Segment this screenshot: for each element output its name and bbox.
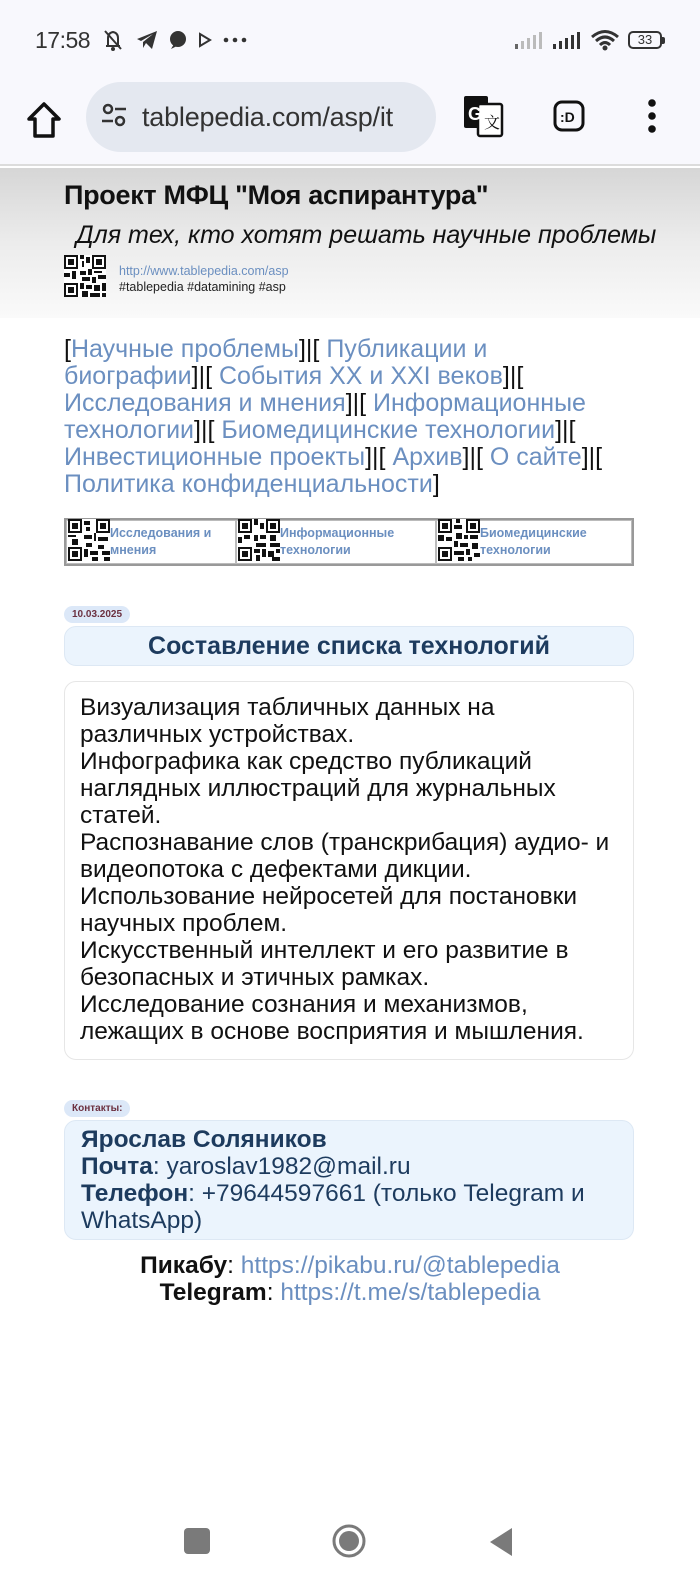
nav-link-privacy[interactable]: Политика конфиденциальности <box>64 470 433 498</box>
qr-link-label[interactable]: Биомедицинские технологии <box>480 526 587 557</box>
telegram-row: Telegram: https://t.me/s/tablepedia <box>159 1279 541 1306</box>
article-item: Искусственный интеллект и его развитие в безопасных и этичных рамках. <box>80 937 569 991</box>
article-body <box>64 681 634 1060</box>
contacts-badge: Контакты: <box>64 1100 130 1117</box>
translate-icon[interactable] <box>462 94 504 138</box>
qr-code-icon <box>238 519 280 566</box>
site-meta <box>64 255 700 302</box>
qr-link-it[interactable] <box>236 520 436 564</box>
back-button-icon[interactable] <box>489 1527 513 1557</box>
menu-icon[interactable] <box>645 98 659 134</box>
social-links <box>0 1252 700 1306</box>
contact-name: Ярослав Соляников <box>81 1126 327 1153</box>
qr-link-label[interactable]: Информационные технологии <box>280 526 395 557</box>
home-icon[interactable] <box>22 98 66 142</box>
svg-text:G: G <box>468 104 483 124</box>
qr-link-research[interactable] <box>66 520 236 564</box>
qr-links-table <box>64 518 634 566</box>
more-dots-icon <box>222 36 248 44</box>
contact-email[interactable]: yaroslav1982@mail.ru <box>166 1153 411 1180</box>
nav-link-biomed[interactable]: Биомедицинские технологии <box>221 416 556 444</box>
battery-indicator: 33 <box>628 31 662 49</box>
status-time: 17:58 <box>35 26 91 53</box>
telegram-icon <box>136 30 158 50</box>
phone-label: Телефон <box>81 1180 189 1207</box>
url-bar[interactable] <box>86 82 436 152</box>
nav-link-investment[interactable]: Инвестиционные проекты <box>64 443 366 471</box>
dex-icon[interactable] <box>553 100 585 132</box>
article-item: Исследование сознания и механизмов, лежащих в основе восприятия и мышления. <box>80 991 584 1045</box>
nav-link-research[interactable]: Исследования и мнения <box>64 389 346 417</box>
signal-icon <box>552 30 582 50</box>
article-item: Инфографика как средство публикаций наглядных иллюстраций для журнальных статей. <box>80 748 556 829</box>
email-label: Почта <box>81 1153 153 1180</box>
recents-button-icon[interactable] <box>184 1528 210 1554</box>
wifi-icon <box>590 29 620 51</box>
browser-toolbar <box>0 80 700 166</box>
pikabu-label: Пикабу <box>140 1252 228 1279</box>
signal-weak-icon <box>514 30 544 50</box>
qr-code-icon <box>438 519 480 566</box>
url-text[interactable]: tablepedia.com/asp/it <box>142 101 393 132</box>
contact-email-row: Почта: yaroslav1982@mail.ru <box>81 1153 411 1180</box>
article-item: Распознавание слов (транскрибация) аудио- и видеопотока с дефектами дикции. <box>80 829 610 883</box>
contact-phone-row: Телефон: +79644597661 (только Telegram и WhatsApp) <box>81 1180 585 1234</box>
pikabu-row: Пикабу: https://pikabu.ru/@tablepedia <box>140 1252 560 1279</box>
nav-link-events[interactable]: События XX и XXI веков <box>218 362 503 390</box>
site-settings-icon[interactable] <box>100 101 128 134</box>
telegram-link[interactable]: https://t.me/s/tablepedia <box>280 1279 541 1306</box>
muted-bell-icon <box>100 28 126 52</box>
main-nav: [Научные проблемы]|[ Публикации и биографии]|[ События XX и XXI веков]|[ Исследования и мнения]|[ Информационные технологии]|[ Биомедицинские технологии]|[ Инвестиционные проекты]|[ Архив]|[ О сайте]|[ Политика конфиденциальности] <box>64 335 603 498</box>
nav-link-about[interactable]: О сайте <box>489 443 582 471</box>
qr-code-icon <box>68 519 110 566</box>
chat-bubble-icon <box>168 30 188 50</box>
contacts-badge-wrap <box>0 1060 700 1117</box>
site-header <box>0 168 700 318</box>
play-icon <box>198 32 212 48</box>
nav-link-publications[interactable]: Публикации и биографии <box>64 335 488 390</box>
qr-link-label[interactable]: Исследования и мнения <box>110 526 212 557</box>
nav-link-archive[interactable]: Архив <box>392 443 463 471</box>
qr-link-biomed[interactable] <box>436 520 632 564</box>
site-tags: #tablepedia #datamining #asp <box>119 279 286 294</box>
telegram-label: Telegram <box>159 1279 267 1306</box>
site-title: Проект МФЦ "Моя аспирантура" <box>64 180 489 210</box>
svg-text:文: 文 <box>484 115 501 132</box>
status-bar <box>0 0 700 80</box>
system-nav-bar <box>0 1490 700 1594</box>
contact-phone: +79644597661 (только Telegram и WhatsApp) <box>81 1180 585 1234</box>
site-subtitle: Для тех, кто хотят решать научные проблемы <box>76 221 657 249</box>
article-date-badge: 10.03.2025 <box>64 606 130 623</box>
site-url-link[interactable]: http://www.tablepedia.com/asp <box>119 263 289 278</box>
page-content <box>0 168 700 1306</box>
pikabu-link[interactable]: https://pikabu.ru/@tablepedia <box>240 1252 560 1279</box>
svg-text::D: :D <box>560 109 575 125</box>
article-item: Визуализация табличных данных на различных устройствах. <box>80 694 495 748</box>
contacts-box <box>64 1120 634 1240</box>
home-button-icon[interactable] <box>332 1524 366 1558</box>
nav-link-it[interactable]: Информационные технологии <box>64 389 586 444</box>
article-item: Использование нейросетей для постановки научных проблем. <box>80 883 578 937</box>
qr-code-icon <box>64 255 119 302</box>
article-date-wrap <box>0 566 700 623</box>
nav-link-scientific-problems[interactable]: Научные проблемы <box>70 335 299 363</box>
article-title: Составление списка технологий <box>64 626 634 666</box>
